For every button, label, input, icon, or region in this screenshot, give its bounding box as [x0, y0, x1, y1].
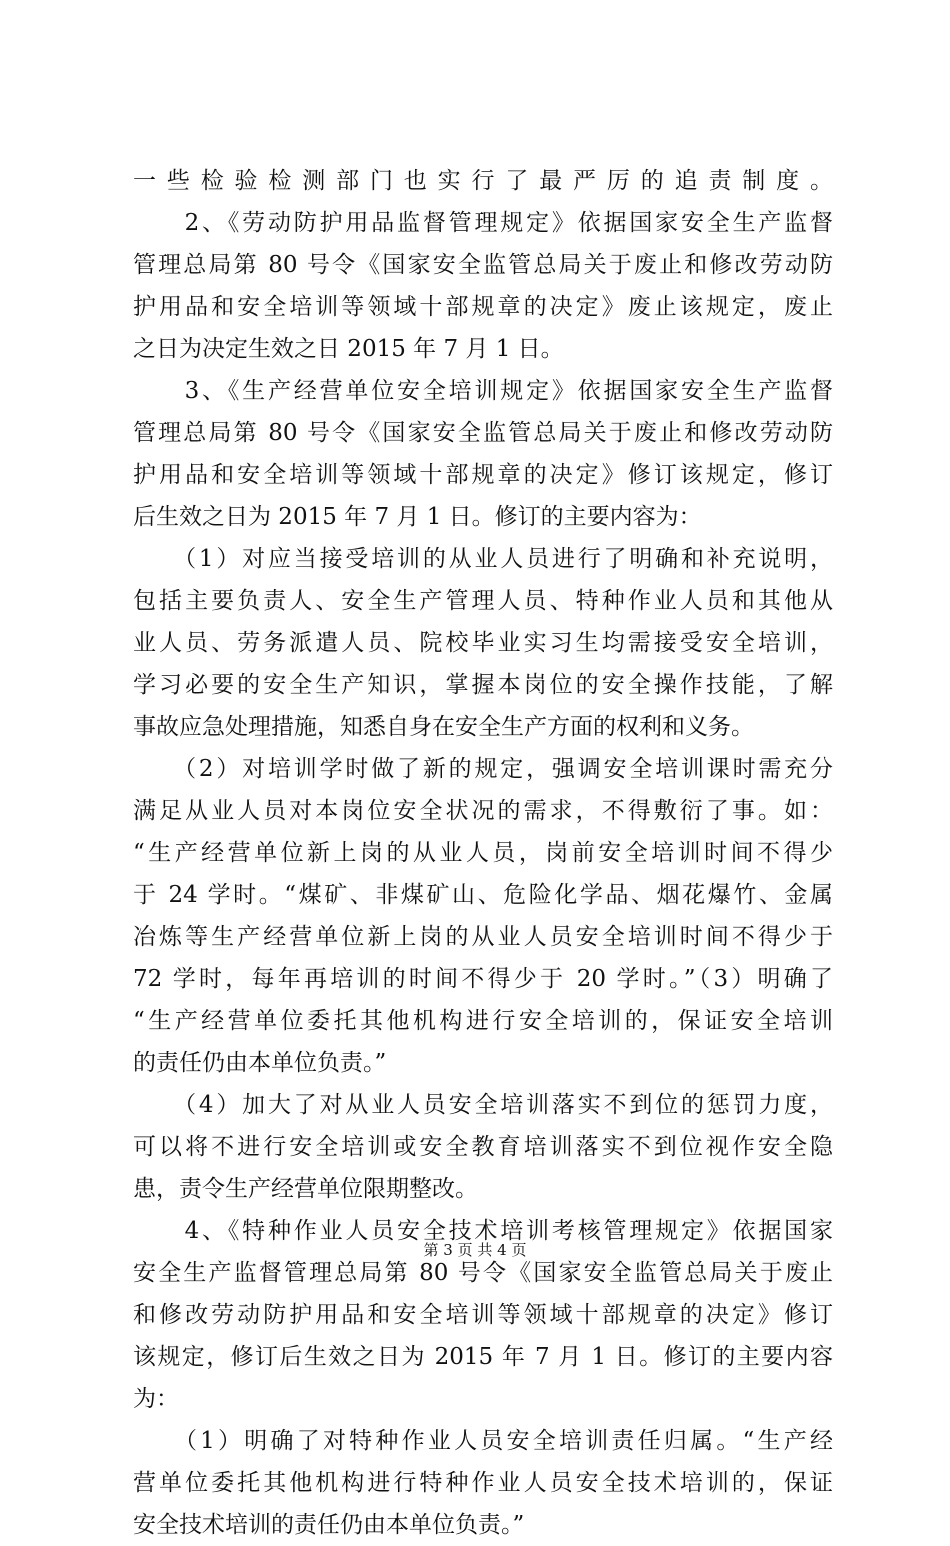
- text-line: 2、《劳动防护用品监督管理规定》依据国家安全生产监督: [133, 210, 833, 236]
- text-line: 该规定，修订后生效之日为 2015 年 7 月 1 日。修订的主要内容: [133, 1344, 833, 1370]
- text-line: 业人员、劳务派遣人员、院校毕业实习生均需接受安全培训，: [133, 630, 833, 656]
- text-line: 72 学时，每年再培训的时间不得少于 20 学时。”（3）明确了: [133, 966, 833, 992]
- text-line: 后生效之日为 2015 年 7 月 1 日。修订的主要内容为：: [133, 504, 702, 530]
- text-line: 安全生产监督管理总局第 80 号令《国家安全监管总局关于废止: [133, 1260, 833, 1286]
- text-line: 满足从业人员对本岗位安全状况的需求，不得敷衍了事。如：: [133, 798, 833, 824]
- text-line: “生产经营单位委托其他机构进行安全培训的，保证安全培训: [133, 1008, 833, 1034]
- text-line: 护用品和安全培训等领域十部规章的决定》废止该规定，废止: [133, 294, 833, 320]
- text-line: 学习必要的安全生产知识，掌握本岗位的安全操作技能，了解: [133, 672, 833, 698]
- text-line: “生产经营单位新上岗的从业人员，岗前安全培训时间不得少: [133, 840, 833, 866]
- document-body: [133, 160, 833, 1546]
- text-line: 安全技术培训的责任仍由本单位负责。”: [133, 1512, 525, 1538]
- text-line: （2）对培训学时做了新的规定，强调安全培训课时需充分: [133, 756, 833, 782]
- text-line: 于 24 学时。“煤矿、非煤矿山、危险化学品、烟花爆竹、金属: [133, 882, 833, 908]
- text-line: 包括主要负责人、安全生产管理人员、特种作业人员和其他从: [133, 588, 833, 614]
- text-line: 之日为决定生效之日 2015 年 7 月 1 日。: [133, 336, 564, 362]
- text-line: （1）对应当接受培训的从业人员进行了明确和补充说明，: [133, 546, 833, 572]
- text-line: 一些检验检测部门也实行了最严厉的追责制度。: [133, 168, 833, 194]
- text-line: 3、《生产经营单位安全培训规定》依据国家安全生产监督: [133, 378, 833, 404]
- text-line: 可以将不进行安全培训或安全教育培训落实不到位视作安全隐: [133, 1134, 833, 1160]
- text-line: 管理总局第 80 号令《国家安全监管总局关于废止和修改劳动防: [133, 252, 833, 278]
- text-line: 为：: [133, 1386, 179, 1412]
- text-line: 管理总局第 80 号令《国家安全监管总局关于废止和修改劳动防: [133, 420, 833, 446]
- text-line: （4）加大了对从业人员安全培训落实不到位的惩罚力度，: [133, 1092, 833, 1118]
- text-line: 和修改劳动防护用品和安全培训等领域十部规章的决定》修订: [133, 1302, 833, 1328]
- page-number-footer: 第 3 页 共 4 页: [423, 1241, 527, 1259]
- text-line: （1）明确了对特种作业人员安全培训责任归属。“生产经: [133, 1428, 833, 1454]
- text-line: 4、《特种作业人员安全技术培训考核管理规定》依据国家: [133, 1218, 833, 1244]
- text-line: 营单位委托其他机构进行特种作业人员安全技术培训的，保证: [133, 1470, 833, 1496]
- text-line: 事故应急处理措施，知悉自身在安全生产方面的权利和义务。: [133, 714, 754, 740]
- text-line: 的责任仍由本单位负责。”: [133, 1050, 387, 1076]
- text-line: 护用品和安全培训等领域十部规章的决定》修订该规定，修订: [133, 462, 833, 488]
- text-line: 冶炼等生产经营单位新上岗的从业人员安全培训时间不得少于: [133, 924, 833, 950]
- text-line: 患，责令生产经营单位限期整改。: [133, 1176, 478, 1202]
